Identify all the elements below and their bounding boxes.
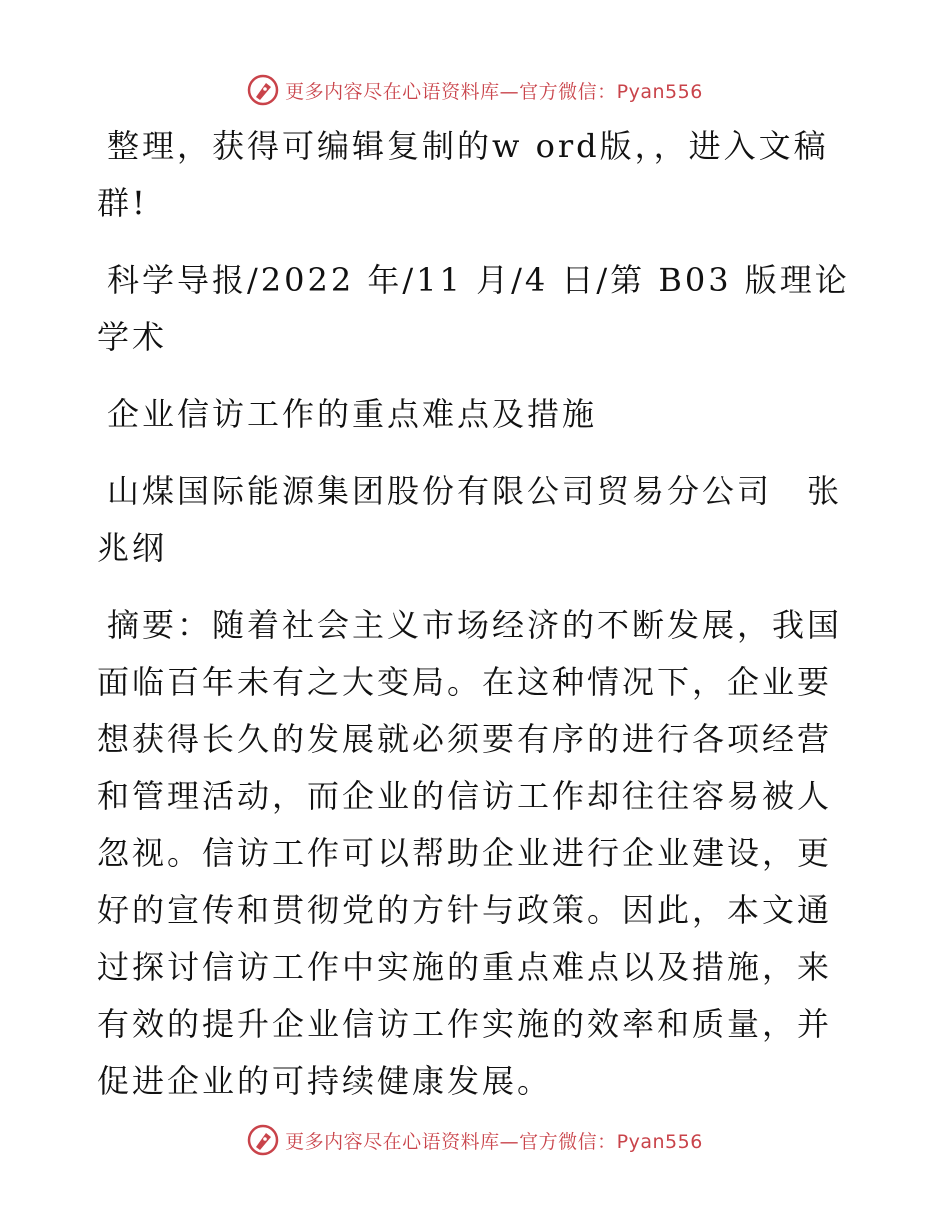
banner-text: 更多内容尽在心语资料库—官方微信：Pyan556 — [285, 80, 703, 103]
pen-nib-logo-icon — [247, 1124, 279, 1156]
abstract: 摘要：随着社会主义市场经济的不断发展，我国面临百年未有之大变局。在这种情况下，企业要想获得长久的发展就必须要有序的进行各项经营和管理活动，而企业的信访工作却往往容易被人忽视。信访工作可以帮助企业进行企业建设，更好的宣传和贯彻党的方针与政策。因此，本文通过探讨信访工作中实施的重点难点以及措施，来有效的提升企业信访工作实施的效率和质量，并促进企业的可持续健康发展。 — [97, 606, 843, 1100]
banner-text: 更多内容尽在心语资料库—官方微信：Pyan556 — [285, 1130, 703, 1153]
article-title: 企业信访工作的重点难点及措施 — [107, 395, 598, 433]
document-body — [97, 118, 857, 1130]
pen-nib-logo-icon — [247, 74, 279, 106]
source-line: 科学导报/2022 年/11 月/4 日/第 B03 版理论学术 — [97, 261, 850, 356]
author-line: 山煤国际能源集团股份有限公司贸易分公司 张兆纲 — [97, 472, 843, 567]
footer-banner — [0, 1120, 950, 1160]
intro-note: 整理，获得可编辑复制的w ord版，，进入文稿群! — [97, 127, 829, 222]
header-banner — [0, 70, 950, 110]
